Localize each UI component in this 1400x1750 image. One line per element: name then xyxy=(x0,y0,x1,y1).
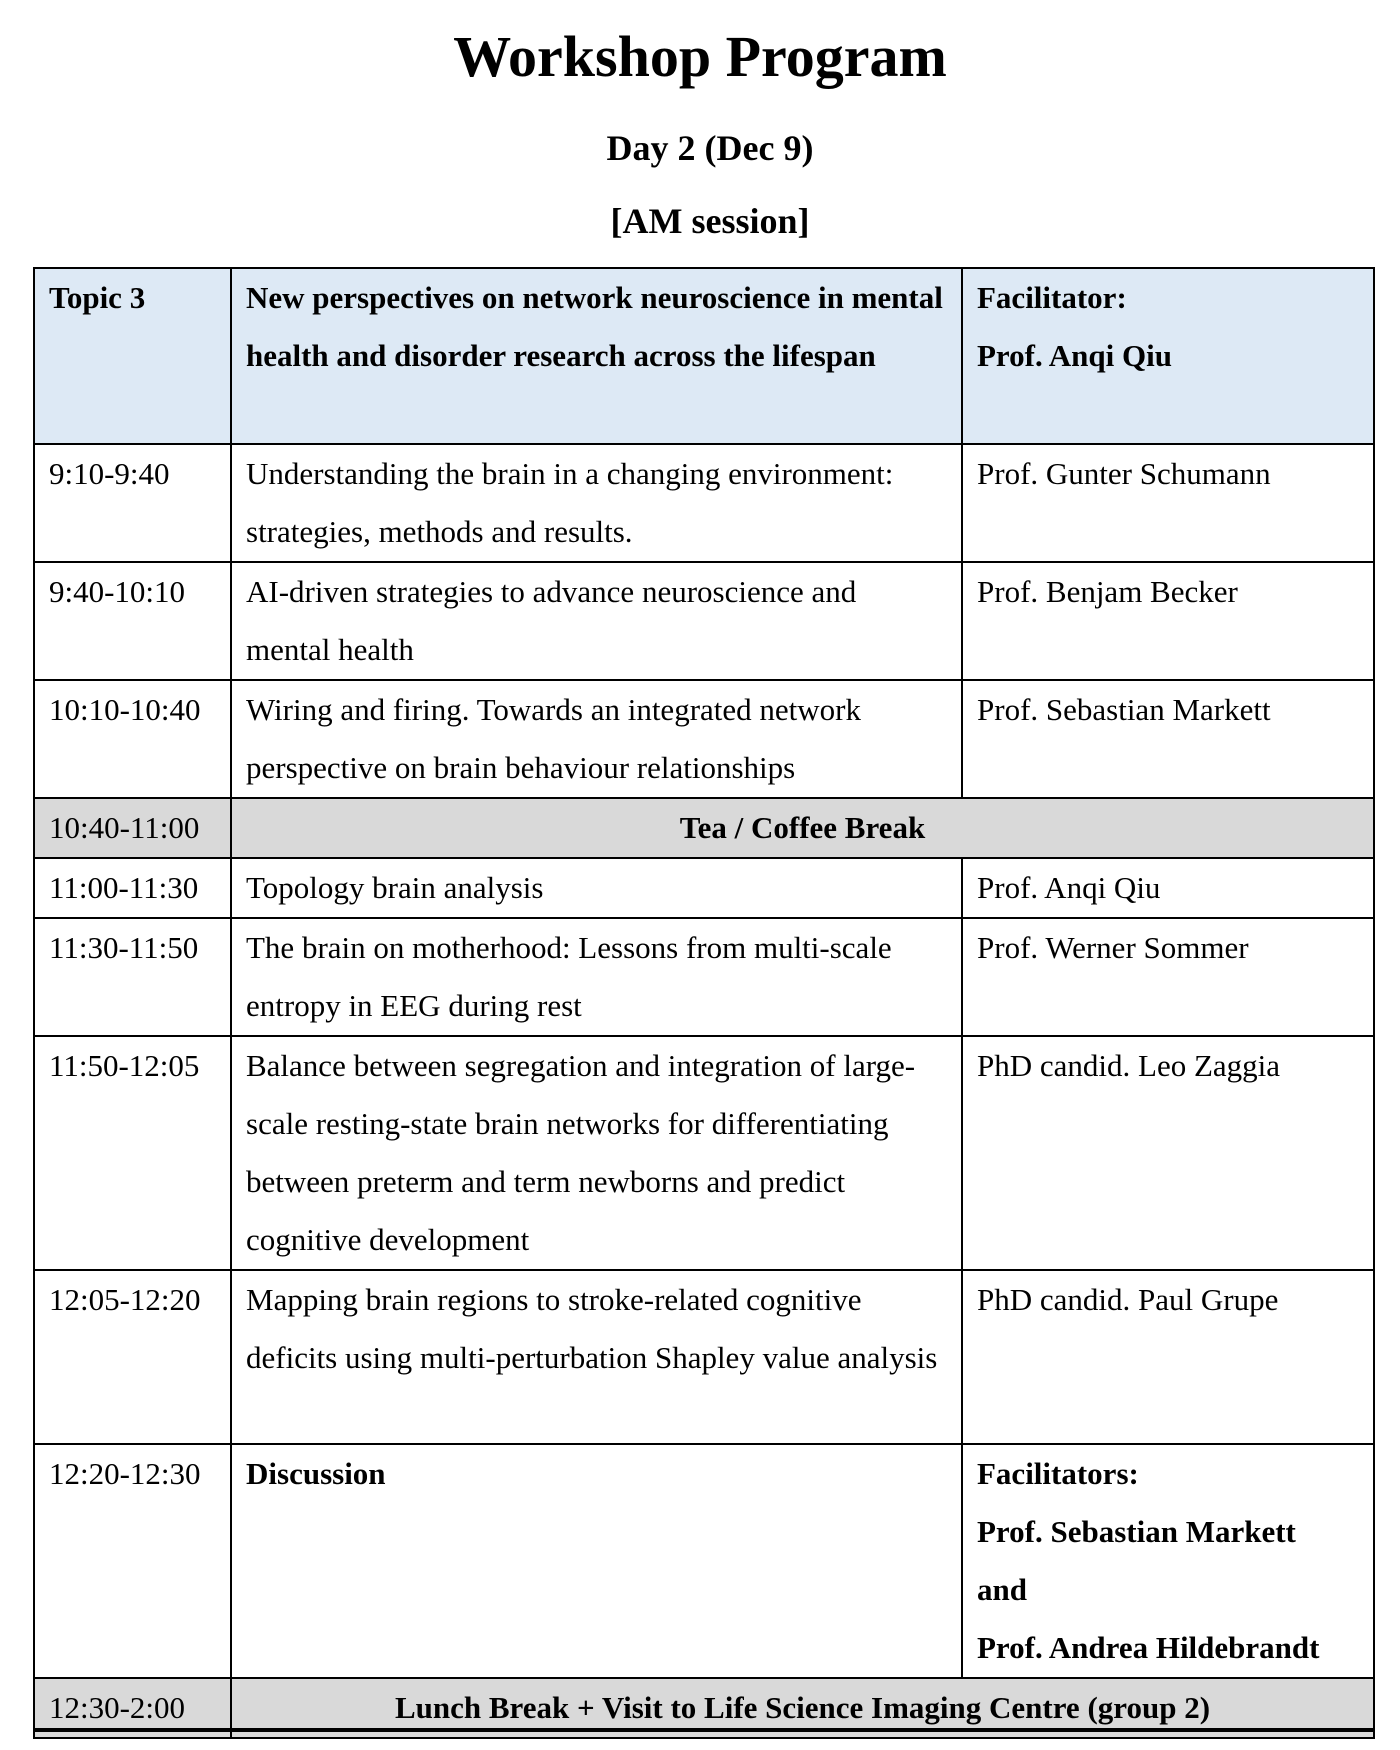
talk-title-cell: Mapping brain regions to stroke-related cognitive deficits using multi-perturbation Shapley value analysis xyxy=(231,1270,962,1444)
facilitators-label: Facilitators: xyxy=(977,1456,1139,1491)
time-cell: 10:40-11:00 xyxy=(34,798,231,858)
bottom-rule xyxy=(33,1728,1373,1732)
time-cell: 12:05-12:20 xyxy=(34,1270,231,1444)
speaker-cell: PhD candid. Leo Zaggia xyxy=(962,1036,1374,1270)
topic-header-row xyxy=(34,268,1374,444)
talk-title-cell: Understanding the brain in a changing environment: strategies, methods and results. xyxy=(231,444,962,562)
speaker-cell: PhD candid. Paul Grupe xyxy=(962,1270,1374,1444)
break-title: Tea / Coffee Break xyxy=(231,798,1374,858)
session-heading: [AM session] xyxy=(610,201,810,241)
talk-title-cell: Topology brain analysis xyxy=(231,858,962,918)
facilitator-name: Prof. Sebastian Markett xyxy=(977,1514,1296,1549)
time-cell: 10:10-10:40 xyxy=(34,680,231,798)
table-row xyxy=(34,918,1374,1036)
speaker-cell: Prof. Gunter Schumann xyxy=(962,444,1374,562)
facilitator-name: Prof. Andrea Hildebrandt xyxy=(977,1630,1320,1665)
table-row xyxy=(34,562,1374,680)
break-row xyxy=(34,798,1374,858)
table-row xyxy=(34,1036,1374,1270)
table-row xyxy=(34,1270,1374,1444)
speaker-cell: Prof. Sebastian Markett xyxy=(962,680,1374,798)
time-cell: 11:50-12:05 xyxy=(34,1036,231,1270)
time-cell: 9:40-10:10 xyxy=(34,562,231,680)
time-cell: 12:30-2:00 xyxy=(34,1678,231,1738)
speaker-cell: Prof. Benjam Becker xyxy=(962,562,1374,680)
day-heading: Day 2 (Dec 9) xyxy=(606,128,814,168)
facilitator-conjunction: and xyxy=(977,1572,1027,1607)
facilitator-label: Facilitator: xyxy=(977,280,1127,315)
topic-facilitator-cell xyxy=(962,268,1374,444)
break-title: Lunch Break + Visit to Life Science Imaging Centre (group 2) xyxy=(231,1678,1374,1738)
talk-title-cell: The brain on motherhood: Lessons from multi-scale entropy in EEG during rest xyxy=(231,918,962,1036)
table-row xyxy=(34,680,1374,798)
program-title: Workshop Program xyxy=(453,24,947,89)
topic-label: Topic 3 xyxy=(34,268,231,444)
table-row xyxy=(34,858,1374,918)
discussion-facilitators-cell xyxy=(962,1444,1374,1678)
facilitator-name: Prof. Anqi Qiu xyxy=(977,338,1172,373)
speaker-cell: Prof. Anqi Qiu xyxy=(962,858,1374,918)
time-cell: 11:30-11:50 xyxy=(34,918,231,1036)
program-table xyxy=(33,267,1375,1739)
table-row xyxy=(34,444,1374,562)
discussion-row xyxy=(34,1444,1374,1678)
time-cell: 12:20-12:30 xyxy=(34,1444,231,1678)
discussion-title: Discussion xyxy=(231,1444,962,1678)
time-cell: 9:10-9:40 xyxy=(34,444,231,562)
talk-title-cell: AI-driven strategies to advance neuroscience and mental health xyxy=(231,562,962,680)
speaker-cell: Prof. Werner Sommer xyxy=(962,918,1374,1036)
talk-title-cell: Wiring and firing. Towards an integrated network perspective on brain behaviour relationships xyxy=(231,680,962,798)
talk-title-cell: Balance between segregation and integration of large-scale resting-state brain networks for differentiating between preterm and term newborns and predict cognitive development xyxy=(231,1036,962,1270)
topic-title: New perspectives on network neuroscience in mental health and disorder research across the lifespan xyxy=(231,268,962,444)
time-cell: 11:00-11:30 xyxy=(34,858,231,918)
